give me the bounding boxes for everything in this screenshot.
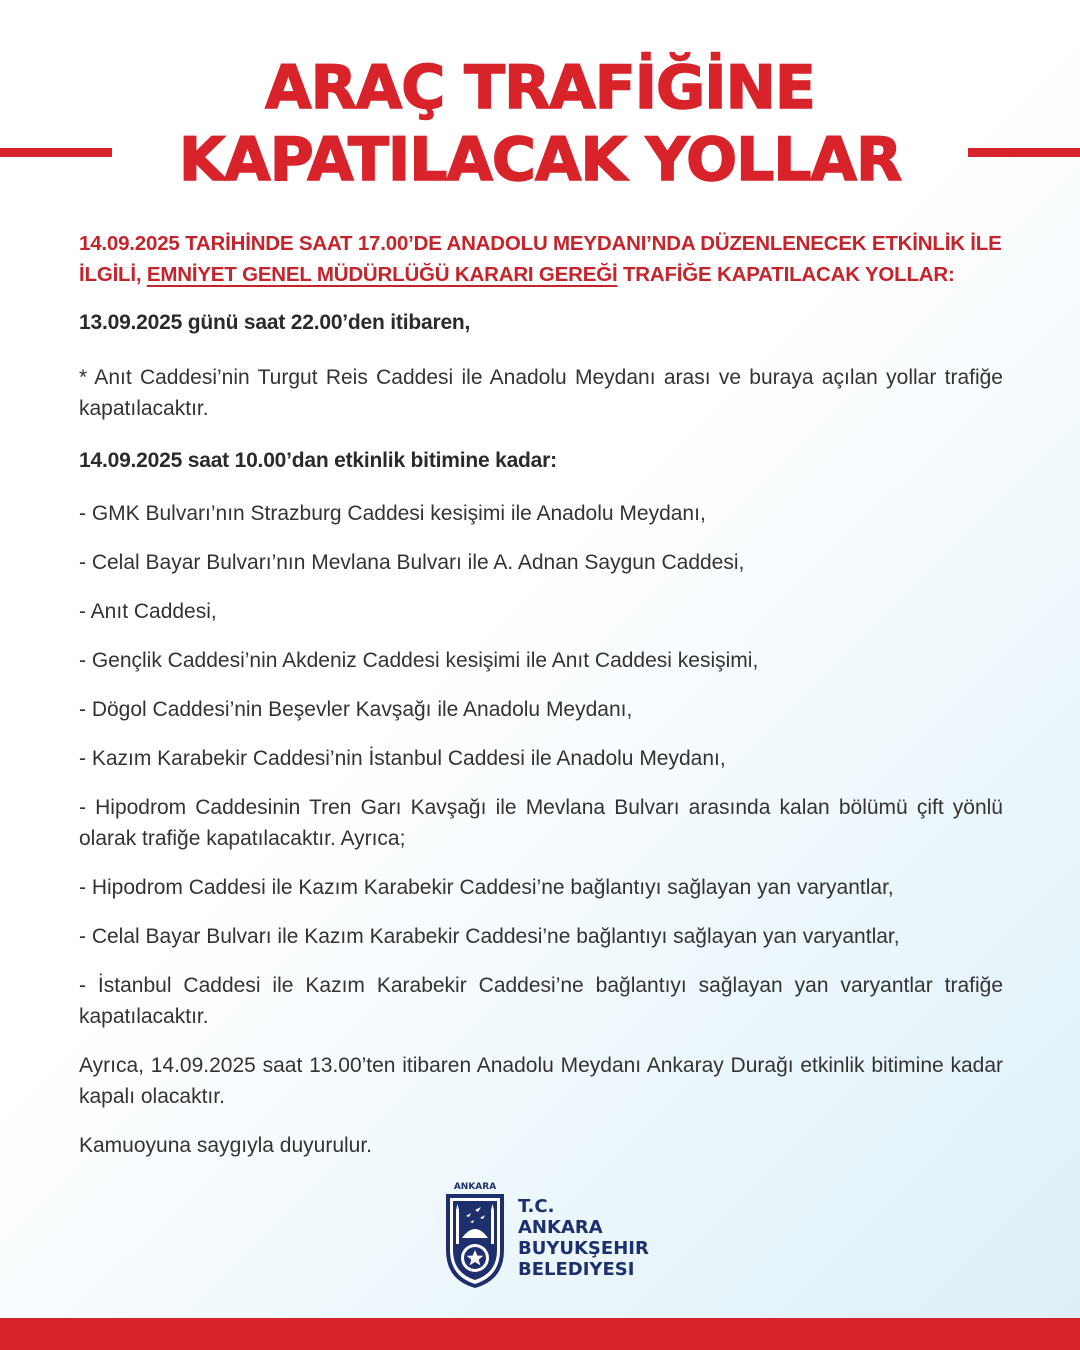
intro-part-1: 14.09.2025 TARİHİNDE SAAT 17.00’DE ANADOLU MEYDANI’NDA DÜZENLENECEK ETKİNLİK İLE İLGİLİ,: [79, 232, 1002, 286]
closing-note: Ayrıca, 14.09.2025 saat 13.00’ten itibaren Anadolu Meydanı Ankaray Durağı etkinlik bitimine kadar kapalı olacaktır.: [79, 1054, 1003, 1108]
logo-text: [518, 1196, 649, 1280]
road-item: - Dögol Caddesi’nin Beşevler Kavşağı ile Anadolu Meydanı,: [79, 698, 633, 721]
road-item: - Hipodrom Caddesinin Tren Garı Kavşağı ile Mevlana Bulvarı arasında kalan bölümü çift yönlü olarak trafiğe kapatılacaktır. Ayrıca;: [79, 796, 1003, 850]
road-item: - İstanbul Caddesi ile Kazım Karabekir Caddesi’ne bağlantıyı sağlayan yan varyantlar trafiğe kapatılacaktır.: [79, 974, 1003, 1028]
ankara-emblem-icon: [440, 1180, 510, 1290]
road-item: - GMK Bulvarı’nın Strazburg Caddesi kesişimi ile Anadolu Meydanı,: [79, 502, 706, 525]
page-title: [0, 52, 1080, 196]
road-item: - Celal Bayar Bulvarı’nın Mevlana Bulvarı ile A. Adnan Saygun Caddesi,: [79, 551, 745, 574]
intro-paragraph: [79, 228, 1003, 290]
logo-line-4: BELEDIYESI: [518, 1259, 635, 1280]
closing-signoff: Kamuoyuna saygıyla duyurulur.: [79, 1134, 373, 1157]
announcement-body: [79, 228, 1003, 1161]
logo-line-1: T.C.: [518, 1196, 555, 1217]
title-line-2: KAPATILACAK YOLLAR: [178, 125, 902, 195]
title-line-1: ARAÇ TRAFİĞİNE: [265, 53, 815, 123]
road-item: - Hipodrom Caddesi ile Kazım Karabekir Caddesi’ne bağlantıyı sağlayan yan varyantlar,: [79, 876, 894, 899]
road-item: - Gençlik Caddesi’nin Akdeniz Caddesi kesişimi ile Anıt Caddesi kesişimi,: [79, 649, 759, 672]
road-item: - Anıt Caddesi,: [79, 600, 217, 623]
intro-part-2: TRAFİĞE KAPATILACAK YOLLAR:: [617, 263, 955, 286]
road-item: - Celal Bayar Bulvarı ile Kazım Karabekir Caddesi’ne bağlantıyı sağlayan yan varyantlar,: [79, 925, 900, 948]
road-item: - Kazım Karabekir Caddesi’nin İstanbul Caddesi ile Anadolu Meydanı,: [79, 747, 726, 770]
section-2-heading: 14.09.2025 saat 10.00’dan etkinlik bitimine kadar:: [79, 449, 557, 472]
bottom-accent-bar: [0, 1318, 1080, 1350]
emblem-label: ANKARA: [453, 1182, 497, 1192]
logo-line-2: ANKARA: [518, 1217, 603, 1238]
logo-line-3: BUYUKŞEHIR: [518, 1238, 649, 1259]
section-1-heading: 13.09.2025 günü saat 22.00’den itibaren,: [79, 311, 471, 334]
section-1-item: * Anıt Caddesi’nin Turgut Reis Caddesi ile Anadolu Meydanı arası ve buraya açılan yollar trafiğe kapatılacaktır.: [79, 366, 1003, 420]
intro-underlined: EMNİYET GENEL MÜDÜRLÜĞÜ KARARI GEREĞİ: [146, 263, 618, 286]
municipality-logo: [440, 1180, 650, 1290]
